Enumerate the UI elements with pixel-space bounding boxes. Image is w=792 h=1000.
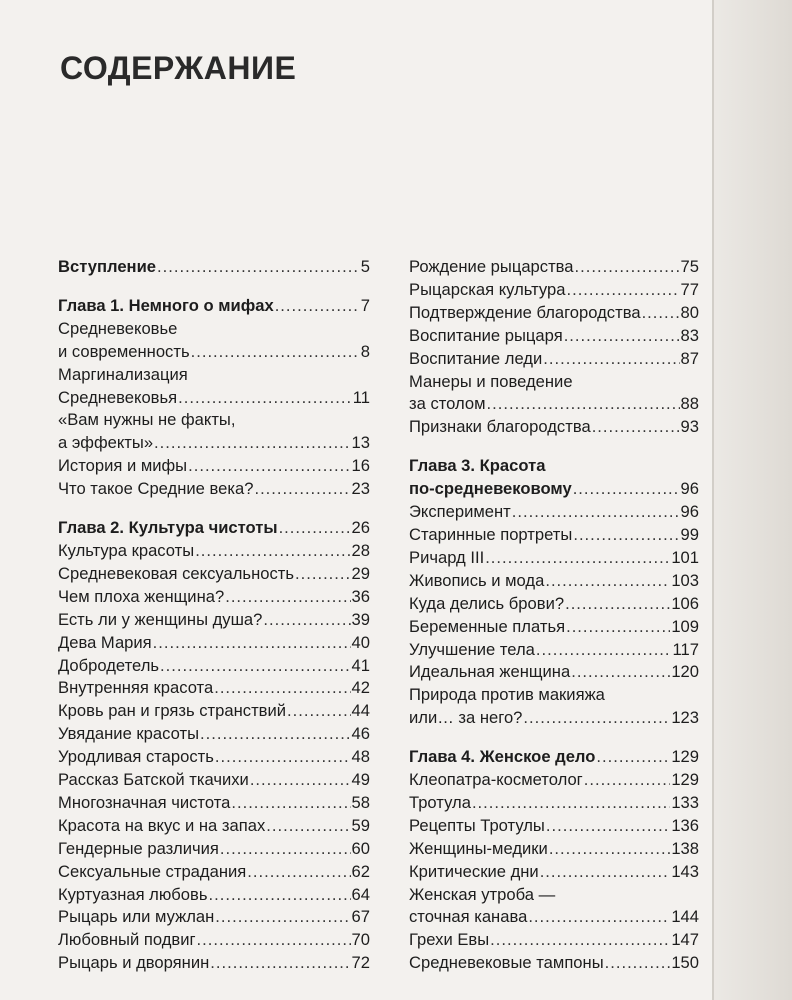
- dot-leader: [540, 861, 671, 884]
- toc-page-number: 5: [360, 257, 370, 276]
- dot-leader: [487, 393, 680, 416]
- toc-entry-title: Рождение рыцарства: [409, 257, 574, 276]
- dot-leader: [160, 655, 351, 678]
- toc-entry-title: Глава 1. Немного о мифах: [58, 295, 274, 315]
- toc-page-number: 143: [671, 861, 699, 881]
- toc-page-number: 46: [351, 724, 370, 744]
- dot-leader: [195, 540, 350, 563]
- dot-leader: [575, 256, 680, 279]
- toc-page-number: 133: [671, 792, 699, 812]
- toc-entry-title: Эксперимент: [409, 502, 511, 522]
- toc-entry: [58, 455, 370, 478]
- toc-entry-title: Увядание красоты: [58, 724, 199, 744]
- toc-entry-title: Куда делись брови?: [409, 593, 565, 613]
- toc-page-number: 117: [672, 639, 699, 659]
- toc-entry-title: Вступление: [58, 257, 157, 276]
- toc-entry: [409, 684, 699, 707]
- toc-entry: [409, 769, 699, 792]
- toc-page-number: 75: [680, 257, 699, 276]
- toc-entry: [409, 815, 699, 838]
- toc-page-number: 23: [351, 479, 370, 499]
- toc-entry: [409, 302, 699, 325]
- toc-entry-title: Грехи Евы: [409, 930, 490, 950]
- toc-page-number: 62: [351, 861, 370, 881]
- toc-entry-title: Женщины-медики: [409, 838, 548, 858]
- toc-entry: [58, 815, 370, 838]
- toc-entry: [409, 501, 699, 524]
- toc-entry-title: Клеопатра-косметолог: [409, 770, 583, 790]
- toc-entry-title: Глава 2. Культура чистоты: [58, 518, 278, 538]
- toc-page-number: 48: [351, 747, 370, 767]
- toc-entry: [58, 387, 370, 410]
- toc-page-number: 144: [671, 907, 699, 927]
- toc-entry: [409, 929, 699, 952]
- toc-page-number: 70: [351, 930, 370, 950]
- toc-entry-title: Маргинализация: [58, 364, 188, 384]
- toc-entry: [409, 393, 699, 416]
- section-gap: [58, 501, 370, 517]
- toc-entry: [58, 432, 370, 455]
- toc-entry: [409, 838, 699, 861]
- dot-leader: [214, 677, 350, 700]
- toc-page-number: 44: [351, 701, 370, 721]
- toc-page-number: 64: [351, 884, 370, 904]
- toc-entry: [58, 586, 370, 609]
- toc-page-number: 59: [351, 815, 370, 835]
- dot-leader: [584, 769, 671, 792]
- toc-page-number: 42: [351, 678, 370, 698]
- toc-page-number: 41: [351, 655, 370, 675]
- toc-entry-title: Красота на вкус и на запах: [58, 815, 266, 835]
- toc-entry-title: Рассказ Батской ткачихи: [58, 770, 249, 790]
- toc-page-number: 67: [351, 907, 370, 927]
- toc-entry-title: Живопись и мода: [409, 570, 545, 590]
- toc-page-number: 49: [351, 770, 370, 790]
- dot-leader: [157, 256, 360, 279]
- toc-entry: [409, 547, 699, 570]
- toc-entry-title: Средневековье: [58, 318, 178, 338]
- toc-page-number: 36: [351, 586, 370, 606]
- toc-page-number: 60: [351, 838, 370, 858]
- toc-right-column: [409, 256, 699, 975]
- toc-entry-title: Идеальная женщина: [409, 662, 571, 682]
- toc-page-number: 150: [671, 953, 699, 973]
- dot-leader: [528, 906, 670, 929]
- toc-entry: [409, 593, 699, 616]
- toc-entry-title: Рыцарская культура: [409, 279, 566, 299]
- toc-entry-title: и современность: [58, 341, 190, 361]
- toc-entry: [58, 906, 370, 929]
- toc-entry-title: Есть ли у женщины душа?: [58, 609, 263, 629]
- toc-entry-title: за столом: [409, 394, 486, 414]
- dot-leader: [295, 563, 351, 586]
- toc-chapter-entry: [409, 455, 699, 478]
- dot-leader: [566, 616, 670, 639]
- toc-entry: [409, 661, 699, 684]
- toc-entry: [58, 838, 370, 861]
- toc-entry-title: Чем плоха женщина?: [58, 586, 225, 606]
- toc-page-number: 8: [360, 341, 370, 361]
- dot-leader: [549, 838, 671, 861]
- toc-page-number: 109: [671, 616, 699, 636]
- toc-page-number: 13: [351, 433, 370, 453]
- toc-page-number: 129: [671, 770, 699, 790]
- toc-entry-title: Куртуазная любовь: [58, 884, 208, 904]
- toc-page-number: 83: [680, 325, 699, 345]
- toc-page-number: 87: [680, 348, 699, 368]
- toc-entry-title: Что такое Средние века?: [58, 479, 254, 499]
- toc-entry-title: или… за него?: [409, 708, 523, 728]
- toc-entry-title: Рыцарь или мужлан: [58, 907, 215, 927]
- toc-page-number: 11: [352, 387, 370, 407]
- toc-entry-title: Воспитание рыцаря: [409, 325, 563, 345]
- toc-entry-title: Улучшение тела: [409, 639, 535, 659]
- dot-leader: [546, 815, 670, 838]
- toc-page-number: 96: [680, 479, 699, 499]
- dot-leader: [543, 348, 679, 371]
- dot-leader: [573, 524, 679, 547]
- toc-entry: [58, 884, 370, 907]
- toc-entry-title: Уродливая старость: [58, 747, 214, 767]
- dot-leader: [279, 517, 351, 540]
- toc-entry-title: Признаки благородства: [409, 417, 591, 437]
- toc-entry-title: Средневековые тампоны: [409, 953, 604, 973]
- toc-entry-title: Женская утроба —: [409, 884, 556, 904]
- toc-entry: [58, 632, 370, 655]
- dot-leader: [287, 700, 351, 723]
- toc-entry: [58, 929, 370, 952]
- dot-leader: [178, 387, 352, 410]
- toc-entry: [409, 884, 699, 907]
- toc-entry-title: Природа против макияжа: [409, 685, 605, 705]
- dot-leader: [215, 746, 351, 769]
- toc-entry: [58, 341, 370, 364]
- toc-page-number: 96: [680, 502, 699, 522]
- toc-page-number: 40: [351, 632, 370, 652]
- dot-leader: [642, 302, 680, 325]
- toc-entry: [409, 707, 699, 730]
- dot-leader: [153, 632, 351, 655]
- dot-leader: [188, 455, 350, 478]
- toc-entry: [58, 318, 370, 341]
- toc-entry: [409, 279, 699, 302]
- dot-leader: [490, 929, 670, 952]
- dot-leader: [220, 838, 351, 861]
- toc-page-number: 16: [351, 456, 370, 476]
- dot-leader: [225, 586, 350, 609]
- dot-leader: [275, 295, 360, 318]
- dot-leader: [565, 593, 670, 616]
- toc-chapter-entry: [409, 478, 699, 501]
- toc-entry: [409, 952, 699, 975]
- toc-entry-title: Рыцарь и дворянин: [58, 953, 210, 973]
- toc-left-column: [58, 256, 370, 975]
- section-gap: [409, 730, 699, 746]
- dot-leader: [197, 929, 351, 952]
- toc-entry: [409, 616, 699, 639]
- dot-leader: [536, 639, 672, 662]
- toc-entry: [58, 478, 370, 501]
- toc-entry-title: История и мифы: [58, 456, 188, 476]
- toc-page-number: 93: [680, 417, 699, 437]
- toc-entry: [58, 409, 370, 432]
- dot-leader: [472, 792, 670, 815]
- toc-page-number: 29: [351, 563, 370, 583]
- toc-entry-title: Подтверждение благородства: [409, 302, 641, 322]
- toc-chapter-entry: [58, 517, 370, 540]
- toc-entry: [58, 655, 370, 678]
- toc-entry-title: Манеры и поведение: [409, 371, 573, 391]
- toc-entry-title: Любовный подвиг: [58, 930, 196, 950]
- toc-entry: [58, 700, 370, 723]
- dot-leader: [573, 478, 680, 501]
- toc-entry-title: Дева Мария: [58, 632, 152, 652]
- toc-page-number: 129: [671, 747, 699, 767]
- toc-page-number: 99: [680, 524, 699, 544]
- toc-page-number: 7: [360, 295, 370, 315]
- toc-page-number: 147: [671, 930, 699, 950]
- page-gutter: [712, 0, 792, 1000]
- dot-leader: [209, 884, 351, 907]
- toc-entry-title: Критические дни: [409, 861, 539, 881]
- toc-entry-title: Средневековая сексуальность: [58, 563, 295, 583]
- toc-entry: [58, 723, 370, 746]
- toc-entry: [58, 677, 370, 700]
- toc-entry-title: Воспитание леди: [409, 348, 543, 368]
- section-gap: [409, 439, 699, 455]
- toc-page-number: 123: [671, 708, 699, 728]
- toc-entry: [409, 371, 699, 394]
- toc-entry-title: Средневековья: [58, 387, 178, 407]
- dot-leader: [523, 707, 670, 730]
- toc-entry: [409, 256, 699, 279]
- toc-entry-title: Сексуальные страдания: [58, 861, 247, 881]
- toc-entry: [409, 639, 699, 662]
- toc-entry: [58, 861, 370, 884]
- dot-leader: [250, 769, 351, 792]
- toc-page-number: 77: [680, 279, 699, 299]
- dot-leader: [596, 746, 670, 769]
- toc-entry-title: Гендерные различия: [58, 838, 219, 858]
- toc-entry: [58, 609, 370, 632]
- toc-entry: [409, 348, 699, 371]
- toc-chapter-entry: [409, 746, 699, 769]
- toc-page-number: 58: [351, 792, 370, 812]
- toc-page-number: 72: [351, 953, 370, 973]
- toc-entry-title: по-средневековому: [409, 479, 572, 499]
- toc-entry-title: а эффекты»: [58, 433, 154, 453]
- toc-entry-title: Глава 3. Красота: [409, 456, 546, 476]
- toc-page-number: 103: [671, 570, 699, 590]
- toc-entry: [409, 570, 699, 593]
- dot-leader: [254, 478, 350, 501]
- toc-entry-title: Внутренняя красота: [58, 678, 214, 698]
- toc-entry: [58, 540, 370, 563]
- toc-entry: [409, 792, 699, 815]
- dot-leader: [263, 609, 350, 632]
- section-gap: [58, 279, 370, 295]
- dot-leader: [215, 906, 350, 929]
- toc-page-number: 39: [351, 609, 370, 629]
- toc-entry: [409, 861, 699, 884]
- toc-page-number: 106: [671, 593, 699, 613]
- toc-entry: [58, 952, 370, 975]
- toc-entry-title: Культура красоты: [58, 540, 195, 560]
- page-title: СОДЕРЖАНИЕ: [60, 50, 297, 86]
- toc-page-number: 80: [680, 302, 699, 322]
- toc-entry: [58, 364, 370, 387]
- dot-leader: [191, 341, 360, 364]
- toc-entry-title: Добродетель: [58, 655, 160, 675]
- toc-entry-title: «Вам нужны не факты,: [58, 410, 236, 430]
- toc-page-number: 88: [680, 394, 699, 414]
- dot-leader: [512, 501, 680, 524]
- toc-page-number: 120: [671, 662, 699, 682]
- dot-leader: [266, 815, 350, 838]
- toc-entry-title: Многозначная чистота: [58, 792, 231, 812]
- dot-leader: [231, 792, 350, 815]
- toc-page-number: 26: [351, 518, 370, 538]
- dot-leader: [571, 661, 670, 684]
- toc-entry: [409, 325, 699, 348]
- toc-entry-title: Беременные платья: [409, 616, 566, 636]
- toc-entry: [58, 746, 370, 769]
- toc-entry: [58, 563, 370, 586]
- toc-page-number: 138: [671, 838, 699, 858]
- toc-entry: [409, 524, 699, 547]
- toc-entry: [409, 906, 699, 929]
- dot-leader: [210, 952, 350, 975]
- toc-chapter-entry: [58, 295, 370, 318]
- dot-leader: [247, 861, 350, 884]
- dot-leader: [605, 952, 671, 975]
- dot-leader: [592, 416, 680, 439]
- dot-leader: [154, 432, 350, 455]
- dot-leader: [545, 570, 670, 593]
- toc-page-number: 101: [671, 547, 699, 567]
- toc-page-number: 28: [351, 540, 370, 560]
- toc-entry: [58, 769, 370, 792]
- toc-entry-title: Глава 4. Женское дело: [409, 747, 596, 767]
- toc-entry-title: сточная канава: [409, 907, 528, 927]
- toc-entry-title: Ричард III: [409, 547, 485, 567]
- toc-entry: [409, 416, 699, 439]
- toc-entry-title: Старинные портреты: [409, 524, 573, 544]
- toc-entry: [58, 792, 370, 815]
- toc-entry-title: Кровь ран и грязь странствий: [58, 701, 287, 721]
- toc-entry-title: Рецепты Тротулы: [409, 815, 545, 835]
- toc-chapter-entry: [58, 256, 370, 279]
- dot-leader: [566, 279, 679, 302]
- dot-leader: [564, 325, 680, 348]
- toc-entry-title: Тротула: [409, 792, 471, 812]
- dot-leader: [485, 547, 670, 570]
- dot-leader: [200, 723, 351, 746]
- toc-page-number: 136: [671, 815, 699, 835]
